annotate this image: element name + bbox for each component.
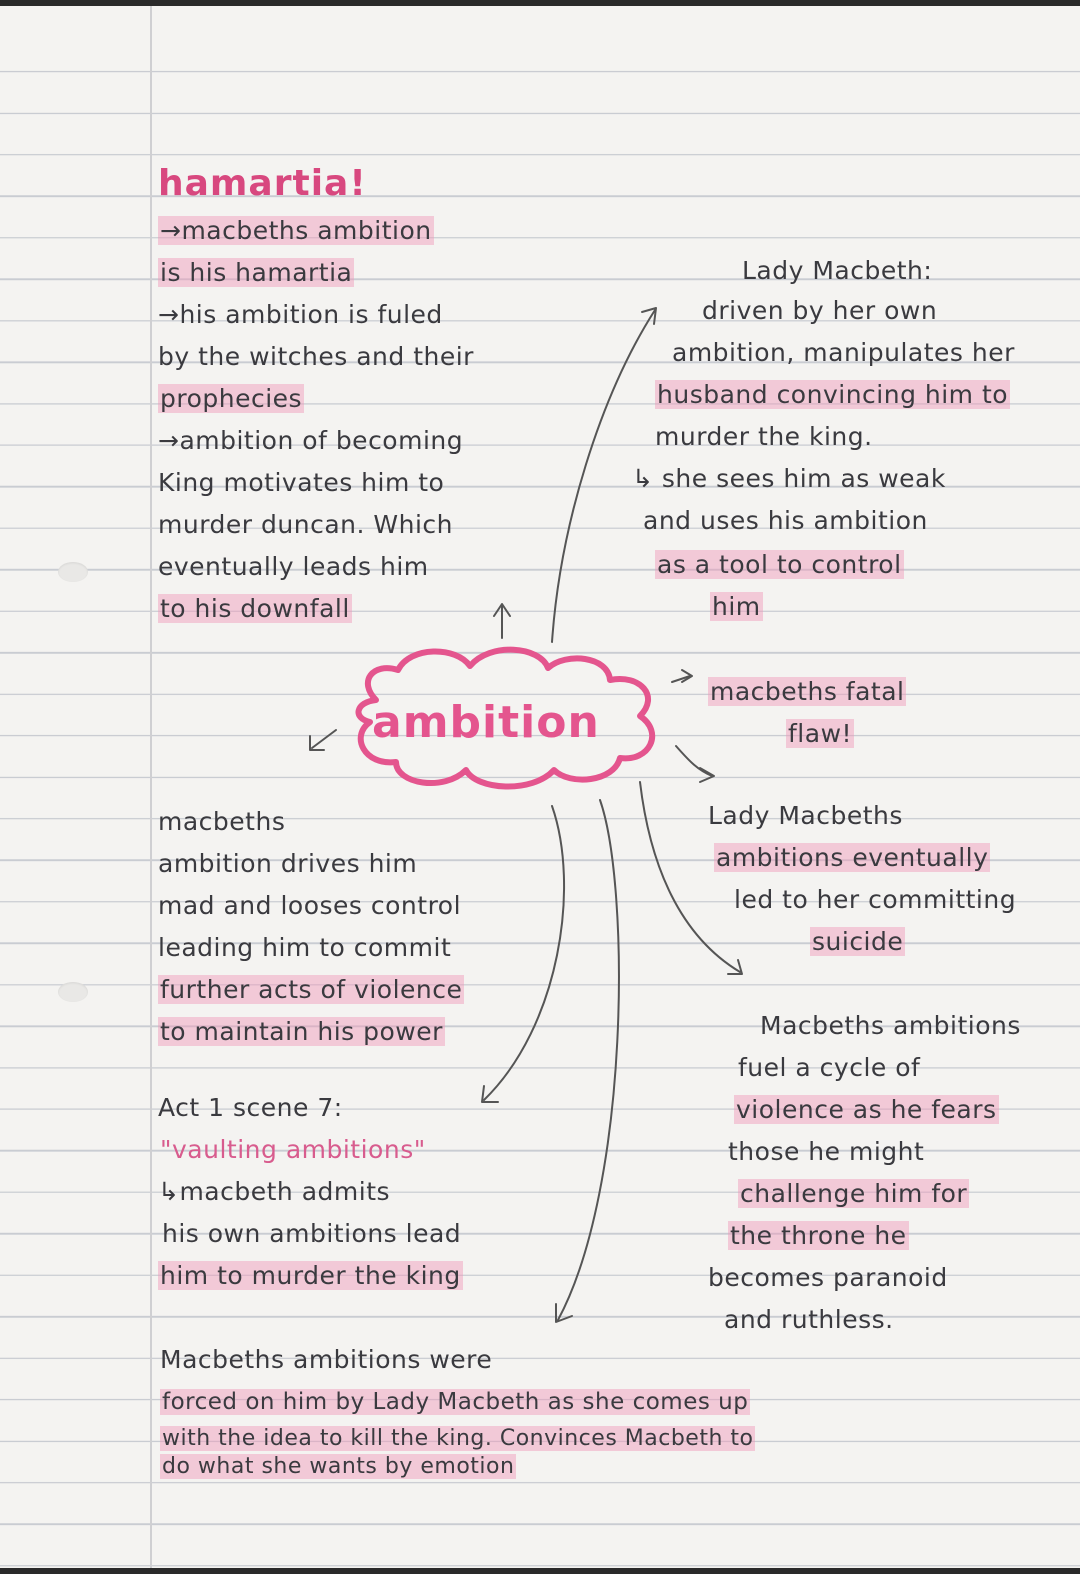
note-line: ambitions eventually bbox=[716, 843, 989, 872]
note-line: →ambition of becoming bbox=[158, 426, 464, 455]
mind-map-arrows bbox=[0, 6, 1080, 1568]
note-line: becomes paranoid bbox=[708, 1263, 948, 1292]
note-line: Macbeths ambitions bbox=[760, 1011, 1021, 1040]
note-line: ambition, manipulates her bbox=[672, 338, 1015, 367]
notebook-page bbox=[0, 6, 1080, 1568]
note-line: the throne he bbox=[730, 1221, 907, 1250]
note-line: his own ambitions lead bbox=[162, 1219, 462, 1248]
note-line: forced on him by Lady Macbeth as she comes up bbox=[162, 1389, 749, 1415]
note-line: mad and looses control bbox=[158, 891, 462, 920]
note-line: murder duncan. Which bbox=[158, 510, 453, 539]
center-topic: ambition bbox=[372, 697, 600, 748]
page-title: hamartia! bbox=[158, 163, 367, 204]
note-line: by the witches and their bbox=[158, 342, 474, 371]
note-line: husband convincing him to bbox=[657, 380, 1009, 409]
note-line: with the idea to kill the king. Convinces Macbeth to bbox=[162, 1426, 754, 1451]
note-line: →his ambition is fuled bbox=[158, 300, 443, 329]
note-line: and ruthless. bbox=[724, 1305, 894, 1334]
note-line: macbeths bbox=[158, 807, 286, 836]
note-line: as a tool to control bbox=[657, 550, 902, 579]
note-line: him bbox=[712, 592, 761, 621]
note-line: →macbeths ambition bbox=[160, 216, 432, 245]
note-line: him to murder the king bbox=[160, 1261, 461, 1290]
note-line: ↳macbeth admits bbox=[158, 1177, 391, 1206]
note-line: and uses his ambition bbox=[643, 506, 928, 535]
note-line: to maintain his power bbox=[160, 1017, 443, 1046]
note-line: leading him to commit bbox=[158, 933, 452, 962]
quote-line: "vaulting ambitions" bbox=[160, 1135, 426, 1164]
note-line: macbeths fatal bbox=[710, 677, 905, 706]
note-line: challenge him for bbox=[740, 1179, 968, 1208]
note-line: murder the king. bbox=[655, 422, 873, 451]
note-line: Macbeths ambitions were bbox=[160, 1345, 493, 1374]
note-line: further acts of violence bbox=[160, 975, 463, 1004]
note-heading: Lady Macbeth: bbox=[742, 256, 933, 285]
note-line: led to her committing bbox=[734, 885, 1017, 914]
note-line: suicide bbox=[812, 927, 904, 956]
note-line: do what she wants by emotion bbox=[162, 1454, 515, 1479]
note-line: fuel a cycle of bbox=[738, 1053, 921, 1082]
note-heading: Act 1 scene 7: bbox=[158, 1093, 343, 1122]
note-line: is his hamartia bbox=[160, 258, 353, 287]
note-line: prophecies bbox=[160, 384, 303, 413]
note-line: King motivates him to bbox=[158, 468, 445, 497]
note-line: those he might bbox=[728, 1137, 925, 1166]
note-line: ambition drives him bbox=[158, 849, 418, 878]
note-line: to his downfall bbox=[160, 594, 350, 623]
note-line: Lady Macbeths bbox=[708, 801, 903, 830]
note-line: driven by her own bbox=[702, 296, 938, 325]
note-line: eventually leads him bbox=[158, 552, 429, 581]
note-line: violence as he fears bbox=[736, 1095, 997, 1124]
note-line: ↳ she sees him as weak bbox=[632, 464, 946, 493]
note-line: flaw! bbox=[788, 719, 853, 748]
